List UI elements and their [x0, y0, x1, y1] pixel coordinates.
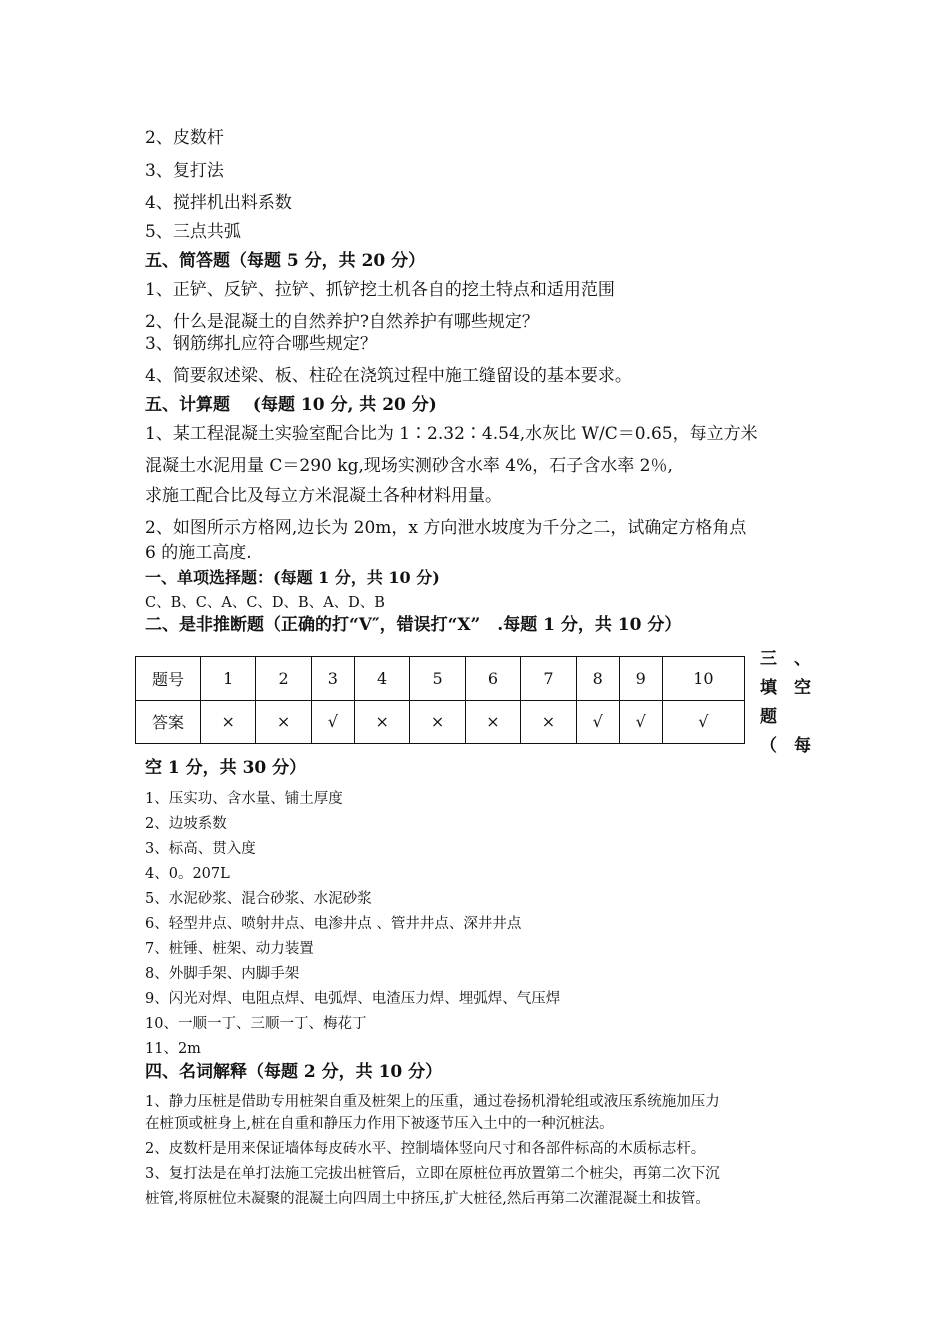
table-cell: √	[662, 700, 744, 744]
terms-answer-line: 3、复打法是在单打法施工完拔出桩管后，立即在原桩位再放置第二个桩尖，再第二次下沉	[145, 1166, 720, 1182]
table-cell: 6	[465, 657, 520, 701]
terms-answer-line: 1、静力压桩是借助专用桩架自重及桩架上的压重，通过卷扬机滑轮组或液压系统施加压力	[145, 1094, 720, 1110]
fill-blank-heading-part: 题	[760, 707, 777, 727]
terms-answer-heading: 四、名词解释（每题 2 分，共 10 分）	[145, 1062, 443, 1082]
table-cell: 3	[311, 657, 354, 701]
table-cell: 1	[201, 657, 256, 701]
table-cell: √	[619, 700, 662, 744]
table-cell: 2	[256, 657, 311, 701]
fill-blank-heading-part: （ 每	[760, 736, 811, 756]
true-false-answer-table	[135, 656, 745, 744]
single-choice-answers: C、B、C、A、C、D、B、A、D、B	[145, 595, 385, 611]
table-header-cell: 题号	[136, 657, 201, 701]
table-cell: √	[311, 700, 354, 744]
term-item: 3、复打法	[145, 161, 224, 181]
fill-blank-answer: 3、标高、贯入度	[145, 841, 256, 857]
terms-answer-line: 桩管,将原桩位未凝聚的混凝土向四周土中挤压,扩大桩径,然后再第二次灌混凝土和拔管。	[145, 1191, 710, 1207]
table-cell: ×	[521, 700, 576, 744]
calc-q1-line: 求施工配合比及每立方米混凝土各种材料用量。	[145, 486, 502, 506]
table-cell: ×	[465, 700, 520, 744]
short-answer-item: 4、简要叙述梁、板、柱砼在浇筑过程中施工缝留设的基本要求。	[145, 366, 632, 386]
table-cell: ×	[201, 700, 256, 744]
table-cell: 7	[521, 657, 576, 701]
fill-blank-answer: 8、外脚手架、内脚手架	[145, 966, 300, 982]
short-answer-item: 3、钢筋绑扎应符合哪些规定？	[145, 334, 377, 354]
table-cell: ×	[256, 700, 311, 744]
table-cell: ×	[354, 700, 409, 744]
table-cell: 4	[354, 657, 409, 701]
table-cell: 9	[619, 657, 662, 701]
table-header-cell: 答案	[136, 700, 201, 744]
term-item: 4、搅拌机出料系数	[145, 193, 292, 213]
calc-q1-line: 混凝土水泥用量 C＝290 kg,现场实测砂含水率 4%，石子含水率 2％,	[145, 456, 673, 476]
terms-answer-line: 2、皮数杆是用来保证墙体每皮砖水平、控制墙体竖向尺寸和各部件标高的木质标志杆。	[145, 1141, 706, 1157]
fill-blank-heading-part: 三 、	[760, 649, 811, 669]
fill-blank-answer: 6、轻型井点、喷射井点、电渗井点 、管井井点、深井井点	[145, 916, 522, 932]
fill-blank-heading-part: 填 空	[760, 678, 811, 698]
fill-blank-answer: 9、闪光对焊、电阻点焊、电弧焊、电渣压力焊、埋弧焊、气压焊	[145, 991, 561, 1007]
calc-q1-line: 1、某工程混凝土实验室配合比为 1∶2.32∶4.54,水灰比 W/C＝0.65，每立方米	[145, 424, 758, 444]
fill-blank-answer: 4、0。207L	[145, 866, 230, 882]
table-row-answers	[136, 700, 745, 744]
fill-blank-answer: 5、水泥砂浆、混合砂浆、水泥砂浆	[145, 891, 372, 907]
calc-q2-line: 2、如图所示方格网,边长为 20m，x 方向泄水坡度为千分之二，试确定方格角点	[145, 518, 747, 538]
calculation-heading: 五、计算题 (每题 10 分, 共 20 分)	[145, 395, 437, 415]
short-answer-item: 1、正铲、反铲、拉铲、抓铲挖土机各自的挖土特点和适用范围	[145, 280, 615, 300]
term-item: 2、皮数杆	[145, 128, 224, 148]
table-row-numbers	[136, 657, 745, 701]
table-cell: 8	[576, 657, 619, 701]
calc-q2-line: 6 的施工高度.	[145, 543, 252, 563]
table-cell: √	[576, 700, 619, 744]
terms-answer-line: 在桩顶或桩身上,桩在自重和静压力作用下被逐节压入土中的一种沉桩法。	[145, 1116, 614, 1132]
fill-blank-answer: 10、一顺一丁、三顺一丁、梅花丁	[145, 1016, 367, 1032]
term-item: 5、三点共弧	[145, 222, 241, 242]
short-answer-item: 2、什么是混凝土的自然养护?自然养护有哪些规定？	[145, 312, 539, 332]
short-answer-heading: 五、简答题（每题 5 分，共 20 分）	[145, 251, 426, 271]
fill-blank-answer: 7、桩锤、桩架、动力装置	[145, 941, 314, 957]
fill-blank-answer: 1、压实功、含水量、铺土厚度	[145, 791, 343, 807]
table-cell: ×	[410, 700, 465, 744]
table-cell: 10	[662, 657, 744, 701]
fill-blank-heading-continued: 空 1 分，共 30 分）	[145, 758, 307, 778]
fill-blank-answer: 11、2m	[145, 1041, 201, 1057]
single-choice-heading: 一、单项选择题：(每题 1 分，共 10 分)	[145, 568, 440, 587]
table-cell: 5	[410, 657, 465, 701]
fill-blank-answer: 2、边坡系数	[145, 816, 227, 832]
true-false-heading: 二、是非推断题（正确的打“V″，错误打“X” .每题 1 分，共 10 分）	[145, 615, 682, 635]
